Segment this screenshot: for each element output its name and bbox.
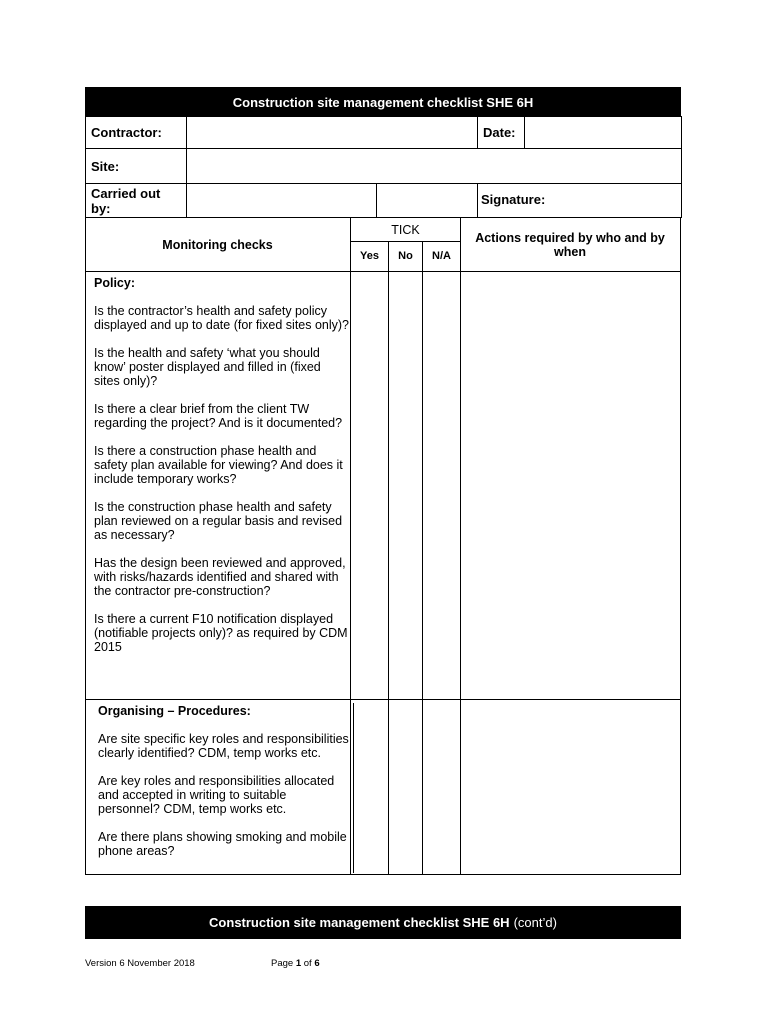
na-column-left xyxy=(422,241,423,875)
actions-header: Actions required by who and by when xyxy=(475,231,665,259)
date-label: Date: xyxy=(478,117,525,149)
site-label: Site: xyxy=(86,149,187,184)
policy-title: Policy: xyxy=(94,276,135,290)
list-item: Is there a construction phase health and safety plan available for viewing? And does it include temporary works? xyxy=(94,444,343,486)
page-prefix: Page xyxy=(271,958,294,969)
carried-out-field[interactable] xyxy=(187,184,478,218)
page-title-text: Construction site management checklist SHE 6H xyxy=(232,94,534,110)
date-field[interactable] xyxy=(525,117,682,149)
signature-label: Signature: xyxy=(481,192,546,207)
list-item: Is there a clear brief from the client TW regarding the project? And is it documented? xyxy=(94,402,343,430)
list-item: Is the health and safety ‘what you should know’ poster displayed and filled in (fixed sites only)? xyxy=(94,346,321,388)
list-item: Is there a current F10 notification displayed (notifiable projects only)? as required by CDM 2015 xyxy=(94,612,348,654)
policy-na-cell[interactable] xyxy=(424,273,460,698)
list-item: Are there plans showing smoking and mobile phone areas? xyxy=(98,830,347,858)
form-table xyxy=(85,116,682,218)
continued-title-text: Construction site management checklist SHE 6H xyxy=(209,915,510,930)
list-item: Are key roles and responsibilities allocated and accepted in writing to suitable personnel? CDM, temp works etc. xyxy=(98,774,335,816)
list-item: Is the contractor’s health and safety policy displayed and up to date (for fixed sites only)? xyxy=(94,304,350,332)
list-item: Has the design been reviewed and approved, with risks/hazards identified and shared with the contractor pre-construction? xyxy=(94,556,346,598)
policy-actions-cell[interactable] xyxy=(462,273,680,698)
version-text: Version 6 November 2018 xyxy=(85,958,195,969)
organising-yes-cell[interactable] xyxy=(355,701,388,873)
list-item: Is the construction phase health and safety plan reviewed on a regular basis and revised as necessary? xyxy=(94,500,343,542)
yes-column-left xyxy=(350,218,351,875)
list-item: Are site specific key roles and responsibilities clearly identified? CDM, temp works etc. xyxy=(98,732,349,760)
organising-na-cell[interactable] xyxy=(424,701,460,873)
na-header: N/A xyxy=(432,250,451,262)
no-column-left xyxy=(388,241,389,875)
continued-suffix: (cont’d) xyxy=(513,915,557,930)
contractor-label: Contractor: xyxy=(86,117,187,149)
policy-no-cell[interactable] xyxy=(390,273,422,698)
page-of: of xyxy=(303,958,312,969)
signature-cell[interactable] xyxy=(478,184,682,218)
site-field[interactable] xyxy=(187,149,682,184)
actions-column-left xyxy=(460,218,461,875)
contractor-field[interactable] xyxy=(187,117,478,149)
tick-header: TICK xyxy=(391,223,420,237)
organising-title: Organising – Procedures: xyxy=(98,704,251,718)
organising-actions-cell[interactable] xyxy=(462,701,680,873)
carried-out-label: Carried out by: xyxy=(86,184,187,218)
tick-divider xyxy=(350,241,460,242)
page-title xyxy=(85,87,681,117)
page-total: 6 xyxy=(314,958,320,969)
page-number xyxy=(271,958,320,969)
yes-header: Yes xyxy=(360,250,379,262)
no-header: No xyxy=(398,250,413,262)
page-num: 1 xyxy=(295,958,302,969)
signature-divider xyxy=(376,184,377,218)
monitoring-checks-header: Monitoring checks xyxy=(162,238,273,252)
continued-title xyxy=(85,906,681,939)
organising-inner-line xyxy=(353,703,354,873)
organising-no-cell[interactable] xyxy=(390,701,422,873)
policy-yes-cell[interactable] xyxy=(352,273,388,698)
